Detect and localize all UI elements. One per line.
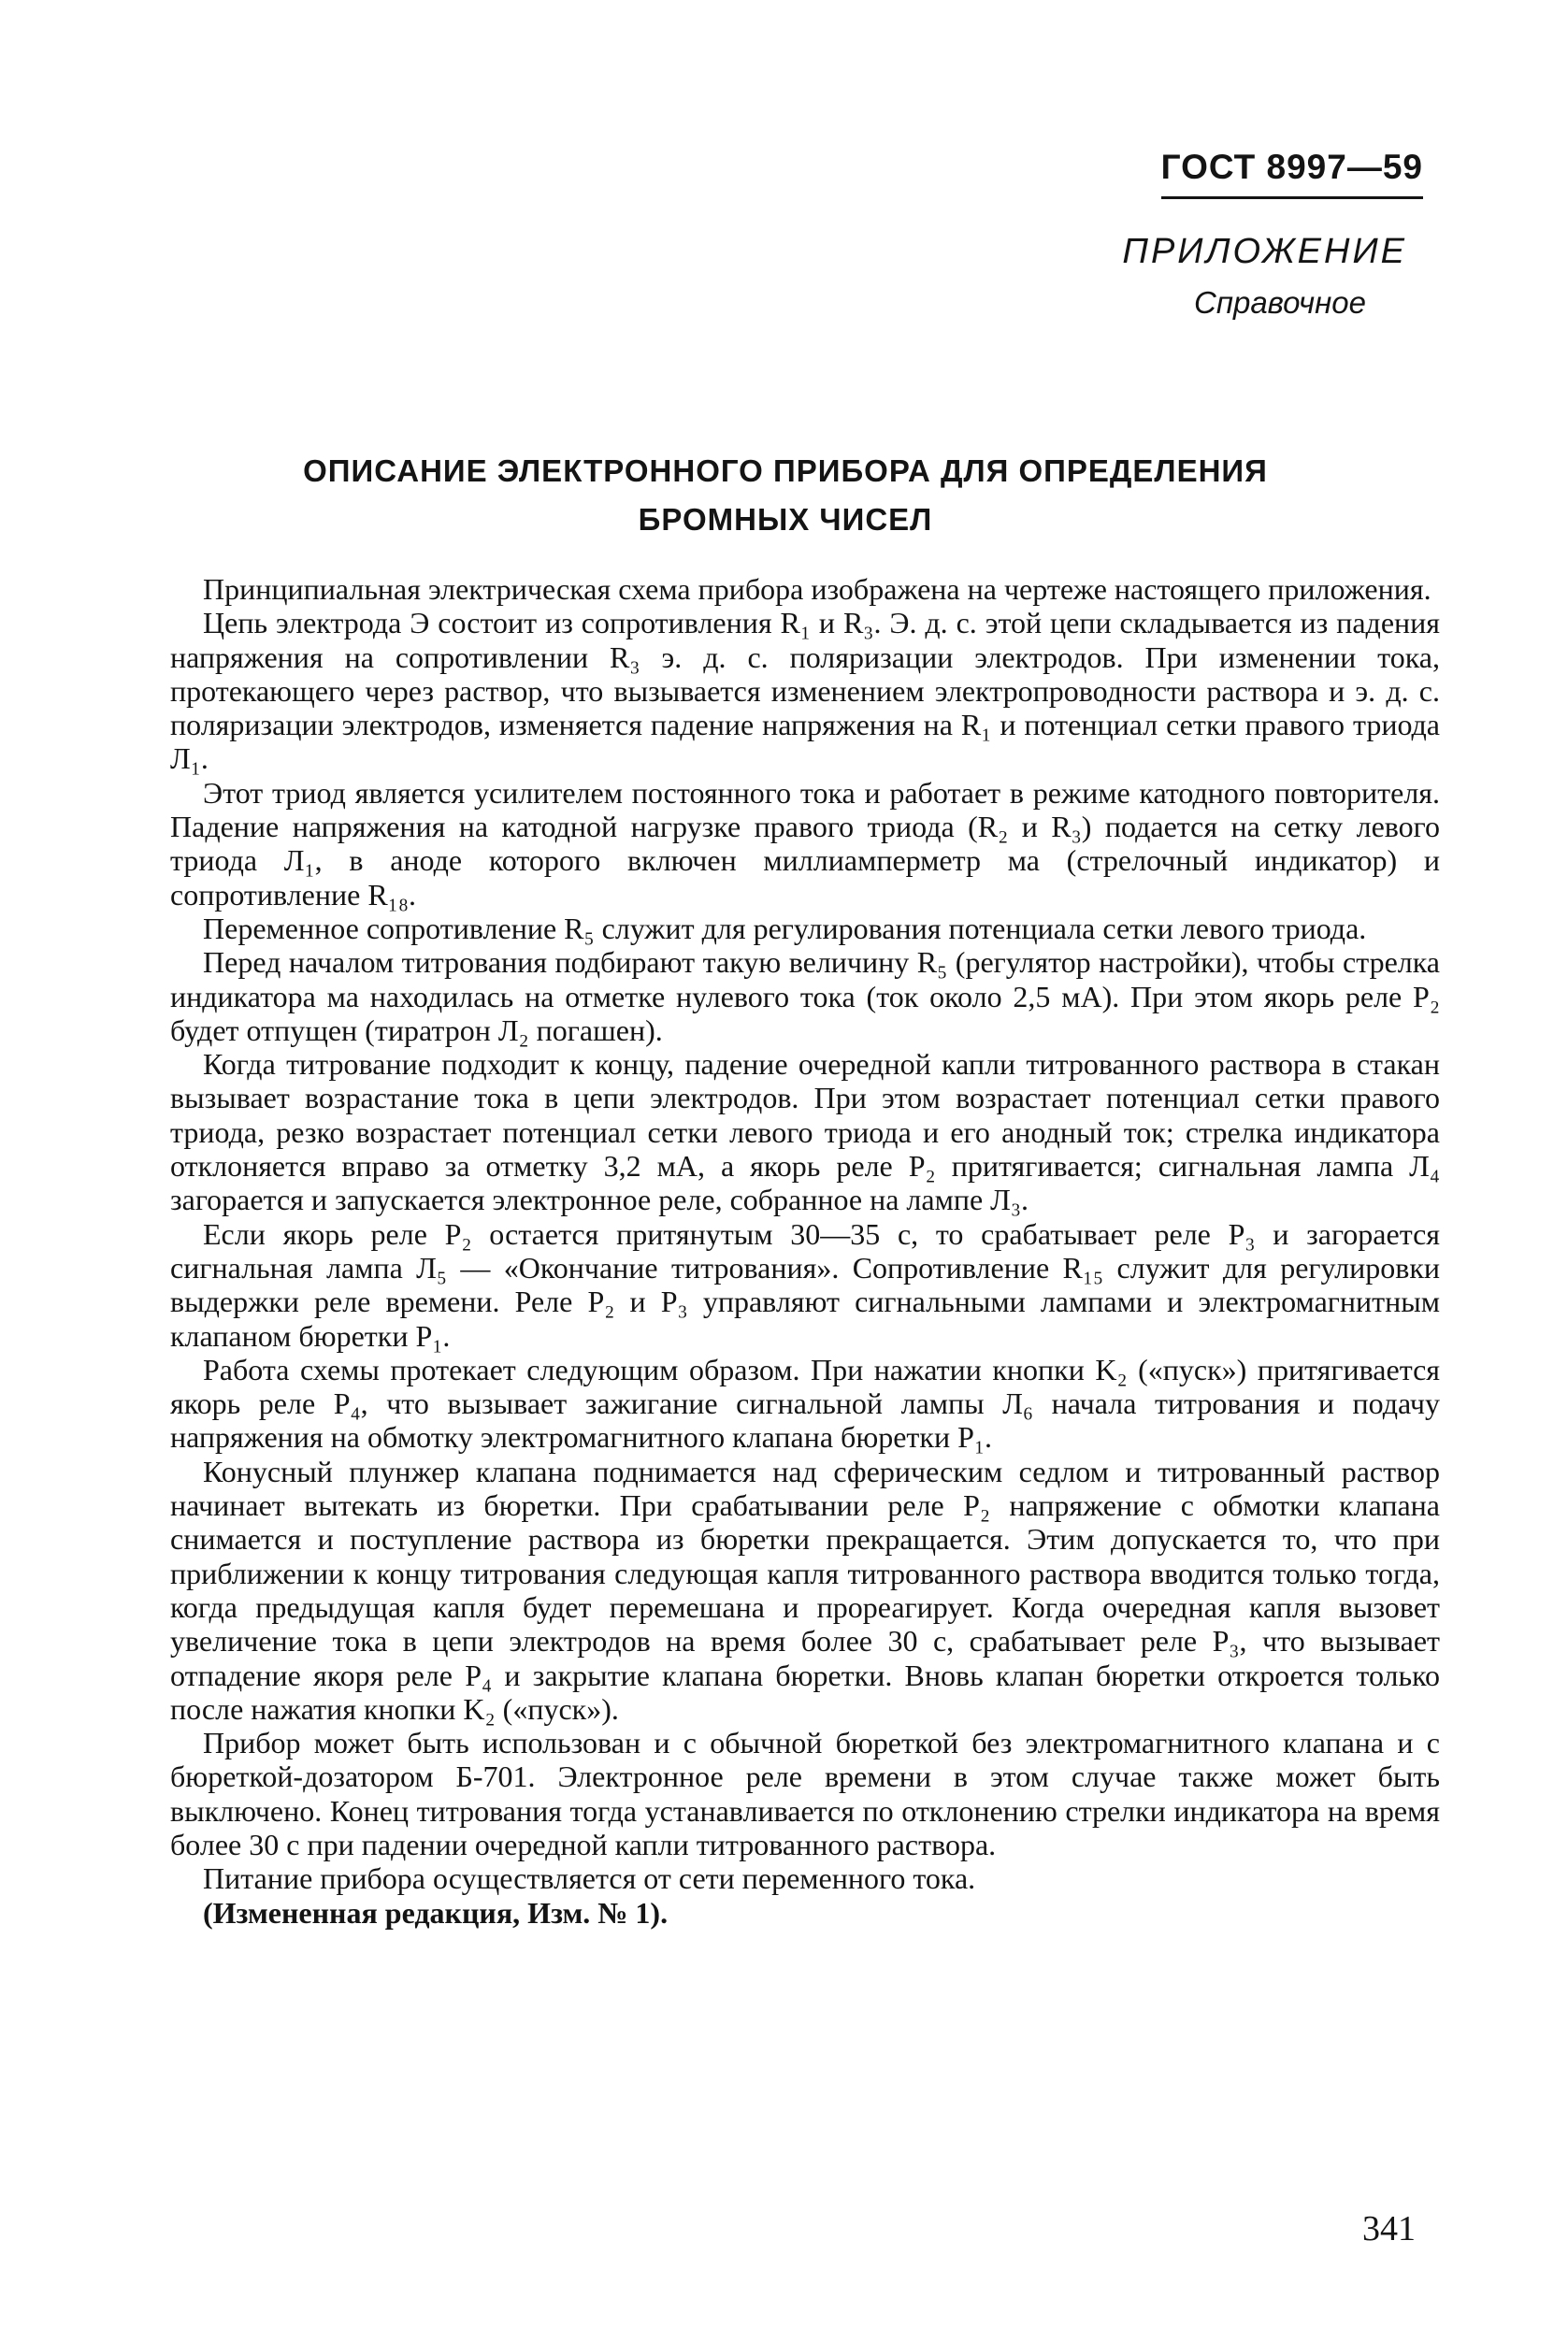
paragraph: Если якорь реле P₂ остается притянутым 30—35 с, то срабатывает реле P₃ и загорается сигнальная лампа Л₅ — «Окончание титрования». Сопротивление R₁₅ служит для регулировки выдержки реле времени. Реле P₂ и P₃ управляют сигнальными лампами и электромагнитным клапаном бюретки P₁.: [170, 1216, 1440, 1353]
paragraph: Когда титрование подходит к концу, падение очередной капли титрованного раствора в стакан вызывает возрастание тока в цепи электродов. При этом возрастает потенциал сетки правого триода, резко возрастает потенциал сетки левого триода и его анодный ток; стрелка индикатора отклоняется вправо за отметку 3,2 мА, а якорь реле P₂ притягивается; сигнальная лампа Л₄ загорается и запускается электронное реле, собранное на лампе Л₃.: [170, 1047, 1440, 1217]
page-number: 341: [1362, 2209, 1416, 2248]
paragraph: Цепь электрода Э состоит из сопротивления R₁ и R₃. Э. д. с. этой цепи складывается из падения напряжения на сопротивлении R₃ э. д. с. поляризации электродов. При изменении тока, протекающего через раствор, что вызывается изменением электропроводности раствора и э. д. с. поляризации электродов, изменяется падение напряжения на R₁ и потенциал сетки правого триода Л₁.: [170, 606, 1440, 776]
paragraph: Прибор может быть использован и с обычной бюреткой без электромагнитного клапана и с бюреткой-дозатором Б-701. Электронное реле времени в этом случае также может быть выключено. Конец титрования тогда устанавливается по отклонению стрелки индикатора на время более 30 с при падении очередной капли титрованного раствора.: [170, 1726, 1440, 1861]
paragraph: Принципиальная электрическая схема прибора изображена на чертеже настоящего приложения.: [203, 572, 1431, 606]
appendix-type: Справочное: [1193, 285, 1366, 320]
paragraph: Переменное сопротивление R₅ служит для регулирования потенциала сетки левого триода.: [203, 911, 1367, 945]
paragraph: Этот триод является усилителем постоянного тока и работает в режиме катодного повторителя. Падение напряжения на катодной нагрузке правого триода (R₂ и R₃) подается на сетку левого триода Л₁, в аноде которого включен миллиамперметр ма (стрелочный индикатор) и сопротивление R₁₈.: [170, 775, 1440, 912]
paragraph: Питание прибора осуществляется от сети переменного тока.: [203, 1861, 976, 1896]
amendment-note: (Измененная редакция, Изм. № 1).: [203, 1895, 669, 1930]
appendix-label: ПРИЛОЖЕНИЕ: [1122, 232, 1407, 271]
title-line-2: БРОМНЫХ ЧИСЕЛ: [638, 502, 933, 537]
paragraph: Конусный плунжер клапана поднимается над сферическим седлом и титрованный раствор начинает вытекать из бюретки. При срабатывании реле P₂ напряжение с обмотки клапана снимается и поступление раствора из бюретки прекращается. Этим допускается то, что при приближении к концу титрования следующая капля титрованного раствора вводится только тогда, когда предыдущая капля будет перемешана и прореагирует. Когда очередная капля вызовет увеличение тока в цепи электродов на время более 30 с, срабатывает реле P₃, что вызывает отпадение якоря реле P₄ и закрытие клапана бюретки. Вновь клапан бюретки откроется только после нажатия кнопки K₂ («пуск»).: [170, 1454, 1440, 1726]
document-body: [170, 572, 1440, 1930]
title-line-1: ОПИСАНИЕ ЭЛЕКТРОННОГО ПРИБОРА ДЛЯ ОПРЕДЕЛЕНИЯ: [303, 453, 1268, 488]
paragraph: Работа схемы протекает следующим образом. При нажатии кнопки K₂ («пуск») притягивается якорь реле P₄, что вызывает зажигание сигнальной лампы Л₆ начала титрования и подачу напряжения на обмотку электромагнитного клапана бюретки P₁.: [170, 1352, 1440, 1455]
paragraph: Перед началом титрования подбирают такую величину R₅ (регулятор настройки), чтобы стрелка индикатора ма находилась на отметке нулевого тока (ток около 2,5 мА). При этом якорь реле P₂ будет отпущен (тиратрон Л₂ погашен).: [170, 945, 1440, 1047]
document-title: [271, 447, 1300, 544]
standard-code: ГОСТ 8997—59: [1161, 148, 1423, 199]
